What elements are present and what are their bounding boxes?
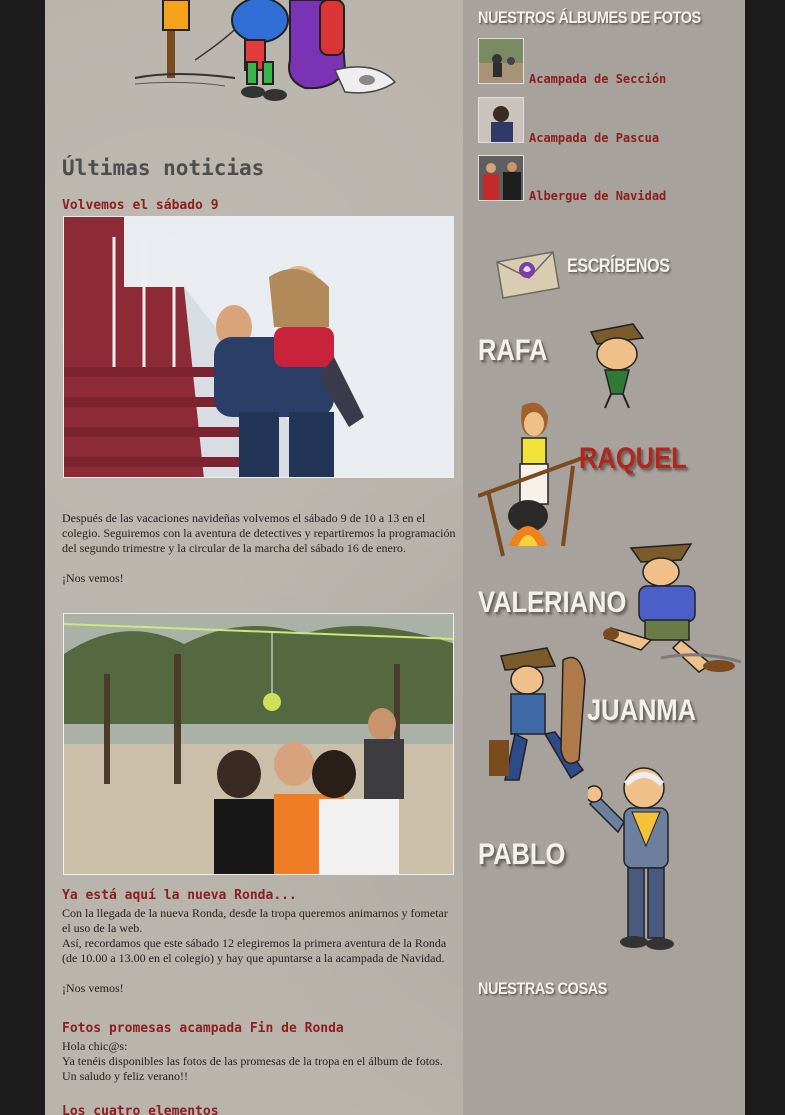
leader-name-valeriano: VALERIANO	[478, 586, 627, 619]
sidebar	[463, 0, 745, 1115]
envelope-icon	[493, 244, 563, 304]
post-1-paragraph-1: Después de las vacaciones navideñas volvemos el sábado 9 de 10 a 13 en el colegio. Seguiremos con la aventura de detectives y repartiremos la programación del segundo trimestre y la circular de la marcha del sábado 16 de enero.	[62, 511, 456, 555]
post-title-3[interactable]: Fotos promesas acampada Fin de Ronda	[62, 1021, 344, 1036]
album-label-3[interactable]: Albergue de Navidad	[529, 189, 667, 203]
post-title-4[interactable]: Los cuatro elementos	[62, 1104, 219, 1115]
post-3-paragraph-3: Un saludo y feliz verano!!	[62, 1069, 188, 1083]
post-3-paragraph-2: Ya tenéis disponibles las fotos de las promesas de la tropa en el álbum de fotos.	[62, 1054, 443, 1068]
post-body-1	[62, 511, 457, 586]
contact-label[interactable]: ESCRÍBENOS	[567, 256, 670, 277]
post-title-1[interactable]: Volvemos el sábado 9	[62, 198, 219, 213]
photo-stairs-piggyback	[64, 217, 454, 478]
albums-heading: NUESTROS ÁLBUMES DE FOTOS	[478, 8, 701, 27]
valeriano-cartoon	[601, 538, 741, 676]
post-body-2	[62, 906, 457, 996]
news-section-title: Últimas noticias	[62, 156, 265, 180]
album-label-2[interactable]: Acampada de Pascua	[529, 131, 660, 145]
post-2-paragraph-3: ¡Nos vemos!	[62, 981, 124, 995]
album-thumbnail-1[interactable]	[478, 38, 524, 84]
leader-name-raquel: RAQUEL	[579, 442, 687, 475]
post-2-paragraph-1: Con la llegada de la nueva Ronda, desde la tropa queremos animarnos y fometar el uso de la web.	[62, 906, 448, 935]
main-column	[45, 0, 463, 1115]
header-scout-cartoon	[105, 0, 405, 110]
things-heading: NUESTRAS COSAS	[478, 979, 607, 998]
album-thumbnail-3[interactable]	[478, 155, 524, 201]
leader-name-juanma: JUANMA	[587, 694, 697, 727]
post-title-2[interactable]: Ya está aquí la nueva Ronda...	[62, 888, 297, 903]
album-label-1[interactable]: Acampada de Sección	[529, 72, 667, 86]
contact-link[interactable]	[493, 244, 733, 304]
album-link-1[interactable]	[478, 38, 738, 84]
post-photo-1	[63, 216, 454, 478]
photo-forest-group	[64, 614, 454, 875]
page	[45, 0, 745, 1115]
post-2-paragraph-2: Así, recordamos que este sábado 12 elegiremos la primera aventura de la Ronda (de 10.00 a 13.00 en el colegio) y hay que apuntarse a la acampada de Navidad.	[62, 936, 447, 965]
album-link-3[interactable]	[478, 155, 738, 201]
album-link-2[interactable]	[478, 97, 738, 143]
raquel-cartoon	[478, 396, 588, 561]
rafa-cartoon	[583, 318, 653, 410]
post-photo-2	[63, 613, 454, 875]
post-1-paragraph-2: ¡Nos vemos!	[62, 571, 124, 585]
post-3-paragraph-1: Hola chic@s:	[62, 1039, 128, 1053]
leader-name-pablo: PABLO	[478, 838, 566, 871]
pablo-cartoon	[588, 766, 688, 952]
leader-name-rafa: RAFA	[478, 334, 548, 367]
album-thumbnail-2[interactable]	[478, 97, 524, 143]
post-body-3	[62, 1039, 457, 1084]
